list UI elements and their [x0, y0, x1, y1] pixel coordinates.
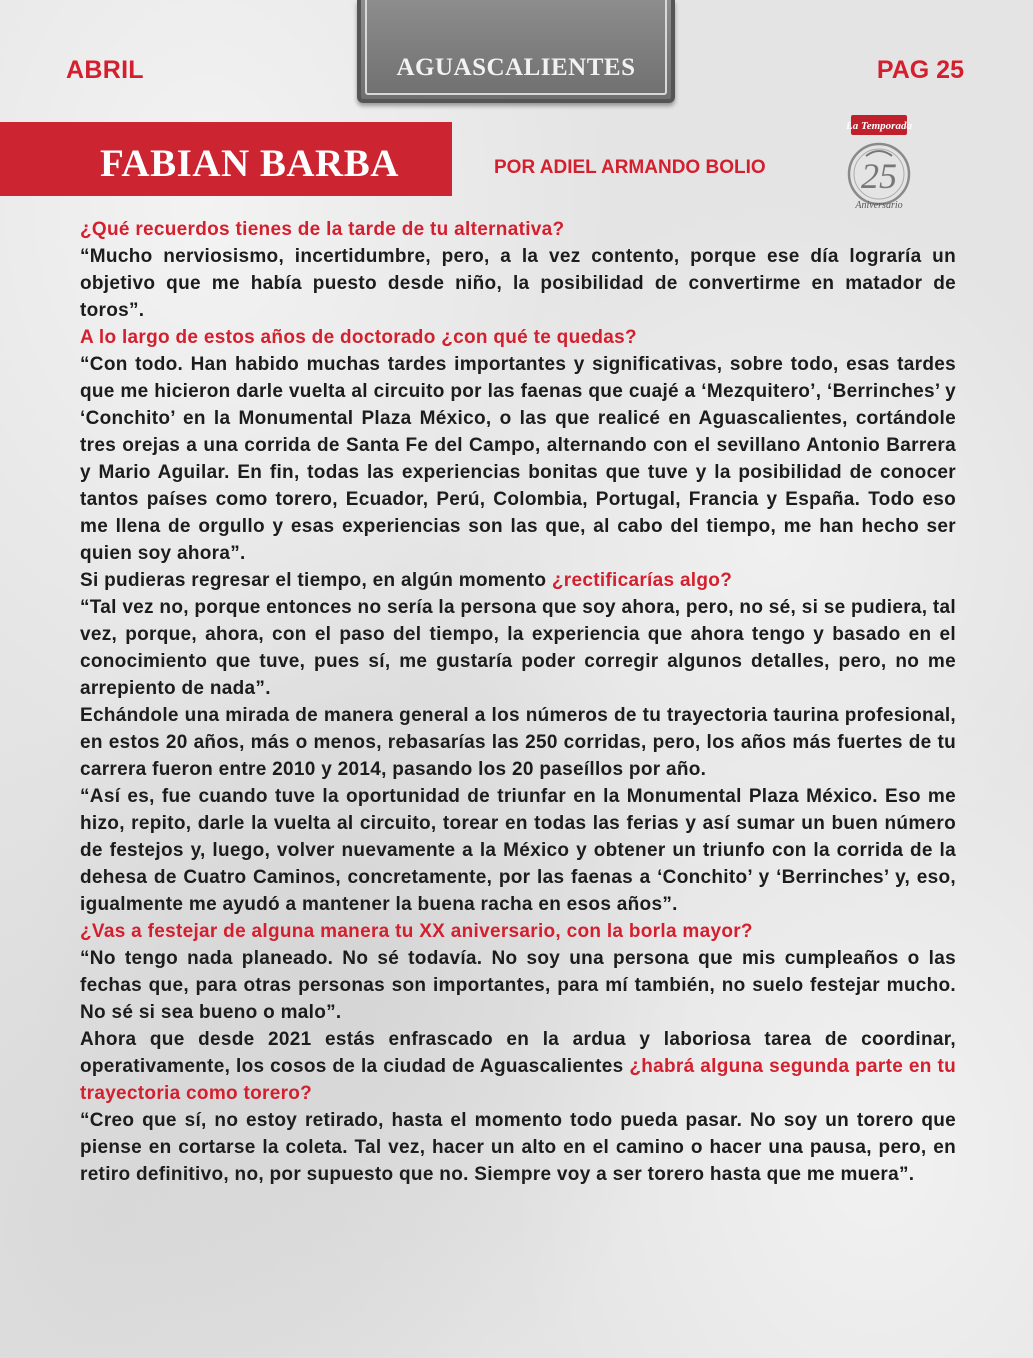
- answer-6: “Creo que sí, no estoy retirado, hasta el momento todo pueda pasar. No soy un torero que piense en cortarse la coleta. Tal vez, hacer un alto en el camino o hacer una pausa, pero, en retiro definitivo, no, por supuesto que no. Siempre voy a ser torero hasta que me muera”.: [80, 1110, 956, 1185]
- question-5: ¿Vas a festejar de alguna manera tu XX aniversario, con la borla mayor?: [80, 921, 753, 942]
- answer-4: “Así es, fue cuando tuve la oportunidad de triunfar en la Monumental Plaza México. Eso me hizo, repito, darle la vuelta al circuito, torear en todas las ferias y así sumar un buen número de festejos y, luego, volver nuevamente a la México y obtener un triunfo con la corrida de la dehesa de Cuatro Caminos, concretamente, por las faenas a ‘Conchito’ y ‘Berrinches’ y, eso, igualmente me ayudó a mantener la buena racha en esos años”.: [80, 786, 956, 915]
- question-3: [80, 567, 956, 594]
- byline: POR ADIEL ARMANDO BOLIO: [494, 157, 766, 178]
- page-number: PAG 25: [876, 56, 964, 84]
- answer-3: “Tal vez no, porque entonces no sería la persona que soy ahora, pero, no sé, si se pudiera, tal vez, porque, ahora, con el paso del tiempo, la experiencia que ahora tengo y basado en el conocimiento que tuve, pues sí, me gustaría poder corregir algunos detalles, pero, no me arrepiento de nada”.: [80, 597, 956, 699]
- answer-1: “Mucho nerviosismo, incertidumbre, pero, a la vez contento, porque ese día lograría un objetivo que me había puesto desde niño, la posibilidad de convertirme en matador de toros”.: [80, 246, 956, 321]
- logo-subtitle: Aniversario: [855, 200, 903, 211]
- section-title: AGUASCALIENTES: [396, 54, 636, 81]
- question-1: ¿Qué recuerdos tienes de la tarde de tu alternativa?: [80, 219, 565, 240]
- question-6-lead: Ahora que desde 2021 estás enfrascado en la ardua y laboriosa tarea de coordinar, operativamente, los cosos de la ciudad de Aguascalientes: [80, 1029, 956, 1077]
- answer-5: “No tengo nada planeado. No sé todavía. No soy una persona que mis cumpleaños o las fechas que, para otras personas son importantes, para mí también, no suelo festejar mucho. No sé si sea bueno o malo”.: [80, 948, 956, 1023]
- question-3-highlight: ¿rectificarías algo?: [551, 570, 733, 591]
- question-3-lead: Si pudieras regresar el tiempo, en algún momento: [80, 570, 552, 591]
- question-2: A lo largo de estos años de doctorado ¿con qué te quedas?: [80, 327, 637, 348]
- article-title: FABIAN BARBA: [100, 142, 399, 185]
- question-6-highlight: ¿habrá alguna segunda parte en tu trayectoria como torero?: [80, 1056, 956, 1104]
- article-body: [80, 216, 956, 1188]
- section-tab: [357, 0, 675, 103]
- month-label: ABRIL: [66, 56, 144, 84]
- answer-2: “Con todo. Han habido muchas tardes importantes y significativas, sobre todo, esas tardes que me hicieron darle vuelta al circuito por las faenas que cuajé a ‘Mezquitero’, ‘Berrinches’ y ‘Conchito’ en la Monumental Plaza México, o las que realicé en Aguascalientes, cortándole tres orejas a una corrida de Santa Fe del Campo, alternando con el sevillano Antonio Barrera y Mario Aguilar. En fin, todas las experiencias bonitas que tuve y la posibilidad de conocer tantos países como torero, Ecuador, Perú, Colombia, Portugal, Francia y España. Todo eso me llena de orgullo y esas experiencias son las que, al cabo del tiempo, me han hecho ser quien soy ahora”.: [80, 354, 956, 564]
- question-6: [80, 1026, 956, 1107]
- anniversary-logo: [838, 112, 920, 216]
- logo-number: 25: [861, 156, 897, 196]
- question-4: Echándole una mirada de manera general a los números de tu trayectoria taurina profesional, en estos 20 años, más o menos, rebasarías las 250 corridas, pero, los años más fuertes de tu carrera fueron entre 2010 y 2014, pasando los 20 paseíllos por año.: [80, 705, 956, 780]
- logo-title: La Temporada: [846, 120, 912, 132]
